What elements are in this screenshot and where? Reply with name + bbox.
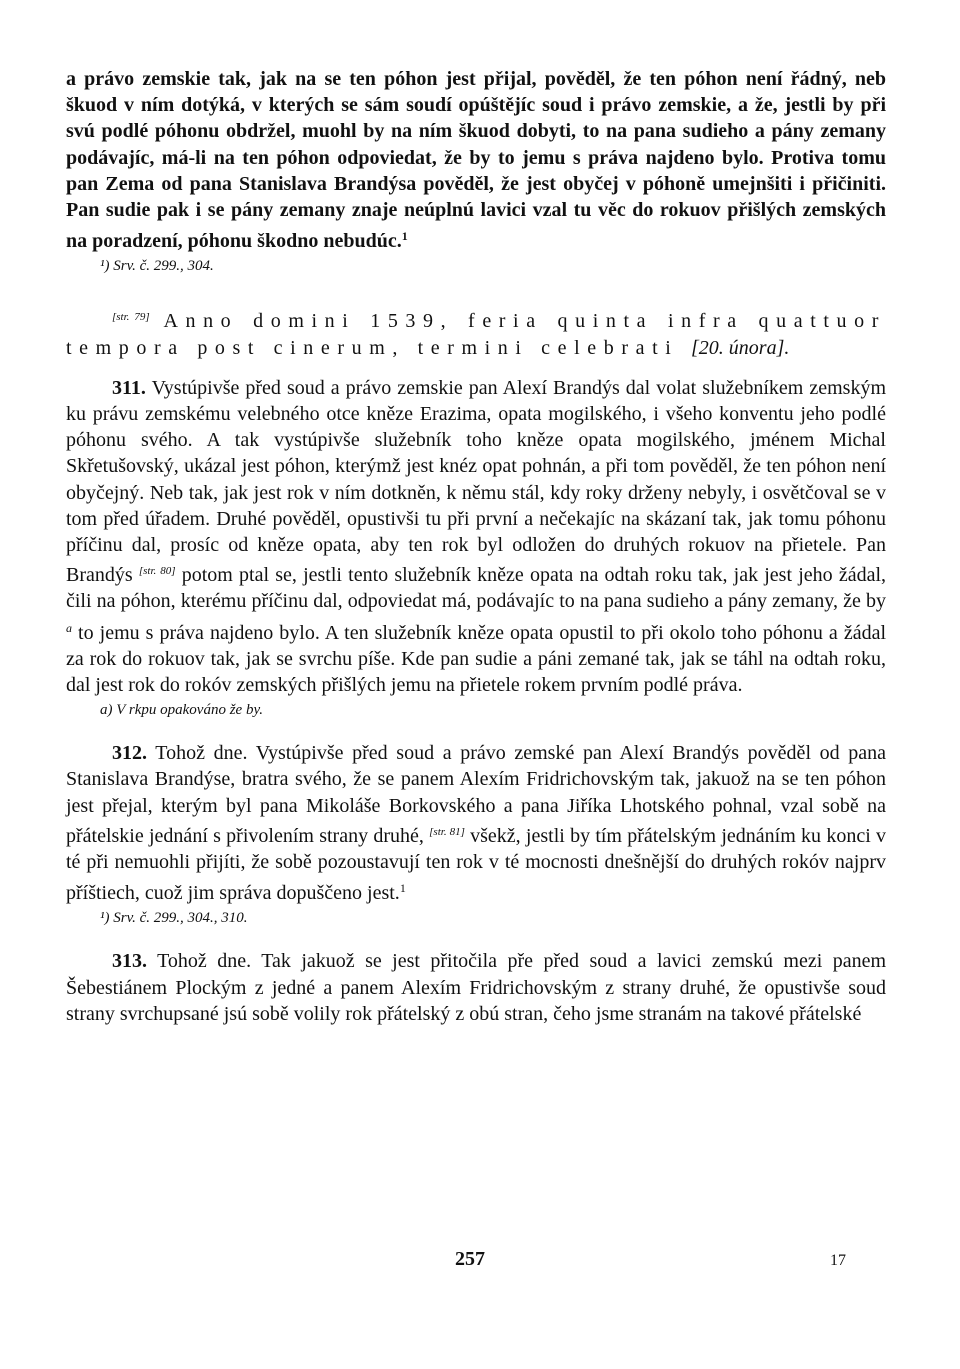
entry-313: 313. Tohož dne. Tak jakuož se jest přitočila pře před soud a lavici zemskú mezi panem Šebestiánem Plockým z jedné a panem Alexím Fridrichovským z strany druhé, že opustivše soud strany svrchupsané jsú sobě volily rok přátelský z obú stran, čeho jsme stranám na takové přátelské xyxy=(66,950,887,1025)
session-date-heading: [str. 79] Anno domini 1539, feria quinta infra quattuor tempora post cinerum, termini celebrati [20. února]. xyxy=(66,310,886,359)
footnote-ref: a xyxy=(66,620,72,635)
page-body xyxy=(66,66,886,1027)
footnote-a: a) V rkpu opakováno že by. xyxy=(100,702,264,719)
page-number: 257 xyxy=(455,1248,485,1270)
footnote-ref: 1 xyxy=(401,229,408,244)
page-marker: [str. 81] xyxy=(429,825,465,838)
page-marker: [str. 80] xyxy=(138,565,176,578)
page-marker: [str. 79] xyxy=(112,311,150,324)
footnote-1: ¹) Srv. č. 299., 304. xyxy=(100,258,214,275)
signature-mark: 17 xyxy=(830,1252,846,1269)
footnote-ref: 1 xyxy=(399,881,406,896)
entry-312: 312. Tohož dne. Vystúpivše před soud a právo zemské pan Alexí Brandýs pověděl od pana Stanislava Brandýse, bratra svého, že se panem Alexím Fridrichovským tak, jakuož na se ten póhon jest přejal, kterým byl pana Mikoláše Borkovského a pana Jiříka Lhotského pohnal, vzal sobě na přátelskie jednání s přivolením strany druhé, [str. 81] všekž, jestli by tím přátelským jednáním ku konci v té při nemuohli přijíti, že sobě pozoustavují ten rok v té mocnosti dnešnější do druhých rokóv najprv příštiech, cuož jim správa dopuščeno jest.$^1$ xyxy=(66,742,887,905)
footnote-2: ¹) Srv. č. 299., 304., 310. xyxy=(100,910,248,927)
entry-311: 311. Vystúpivše před soud a právo zemskie pan Alexí Brandýs dal volat služebníkem zemským ku právu zemskému velebného otce kněze Erazima, opata mogilského, i všeho konventu jeho podlé póhonu svého. A tak vystúpivše služebník toho kněze opata mogilského, jménem Michal Skřetušovský, ukázal jest póhon, kterýmž jest knéz opat pohnán, a při tom pověděl, že ten póhon není obyčejný. Neb tak, jak jest rok v ním dotkněn, k němu stál, kdy roky drženy nebyly, i osvětčoval se v tom před úřadem. Druhé pověděl, opustivši tu při první a nečekajíc na skázaní tak, jak tomu póhonu příčinu dal, prosíc od kněze opata, aby ten rok byl odložen do druhých rokuov na přietele. Pan Brandýs [str. 80] potom ptal se, jestli tento služebník kněze opata na odtah roku tak, jak jest jeho žádal, čili na póhon, kterému příčinu dal, odpoviedat má, podávajíc to na pana sudieho a pány zemany, že by $^a$ to jemu s práva najdeno bylo. A ten služebník kněze opata opustil to při okolo toho póhonu a žádal za rok do rokuov tak, jak se svrchu píše. Kde pan sudie a páni zemané tak, jak se táhl na odtah roku, dal jest rok do rokóv zemských přišlých jemu na přietele rokem prvním podlé práva. xyxy=(66,376,887,697)
paragraph-intro: a právo zemskie tak, jak na se ten póhon jest přijal, pověděl, že ten póhon není řádný, neb škuod v ním dotýká, v kterých se sám soudí opúštějíc soud i právo zemskie, a že, jestli by při svú podlé póhonu obdržel, muohl by na ním škuod dobyti, to na pana sudieho a pány zemany podávajíc, má-li na ten póhon odpoviedat, že by to jemu s práva najdeno bylo. Protiva tomu pan Zema od pana Stanislava Brandýsa pověděl, že jest obyčej v póhoně umejnšiti i přičiniti. Pan sudie pak i se pány zemany znaje neúplnú lavici vzal tu věc do rokuov přišlých zemských na poradzení, póhonu škodno nebudúc.$^1$ xyxy=(66,68,886,253)
